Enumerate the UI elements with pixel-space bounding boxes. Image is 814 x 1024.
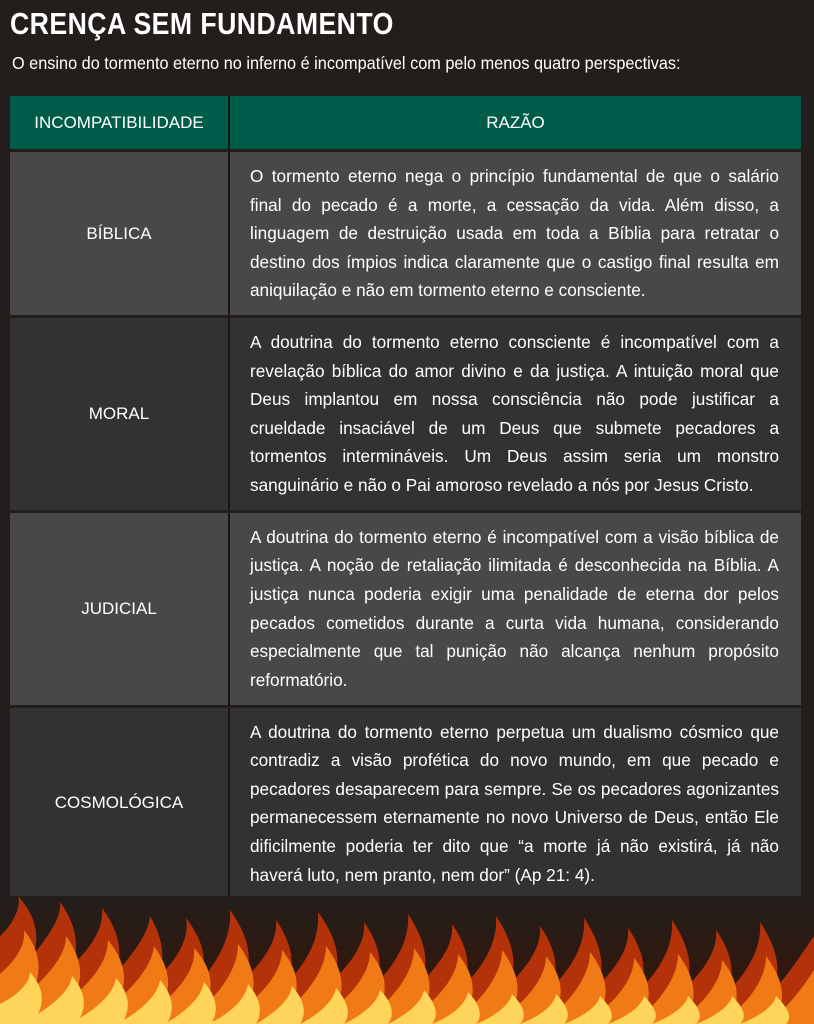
column-header-incompatibility: INCOMPATIBILIDADE [10, 96, 230, 152]
table-row [10, 513, 801, 708]
row-reason: O tormento eterno nega o princípio fundamental de que o salário final do pecado é a morte, a cessação da vida. Além disso, a linguagem de destruição usada em toda a Bíblia para retratar o destino dos ímpios indica claramente que o castigo final resulta em aniquilação e não em tormento eterno e consciente. [230, 152, 801, 318]
page-subtitle: O ensino do tormento eterno no inferno é incompatível com pelo menos quatro perspectivas: [12, 53, 681, 73]
row-category: BÍBLICA [10, 152, 230, 318]
row-category: MORAL [10, 318, 230, 513]
row-reason: A doutrina do tormento eterno perpetua um dualismo cósmico que contradiz a visão profética do novo mundo, em que pecado e pecadores desaparecem para sempre. Se os pecadores agonizantes permanecessem eternamente no novo Universo de Deus, então Ele dificilmente poderia ter dito que “a morte já não existirá, já não haverá luto, nem pranto, nem dor” (Ap 21: 4). [230, 708, 801, 903]
row-reason: A doutrina do tormento eterno consciente é incompatível com a revelação bíblica do amor divino e da justiça. A intuição moral que Deus implantou em nossa consciência não pode justificar a crueldade insaciável de um Deus que submete pecadores a tormentos intermináveis. Um Deus assim seria um monstro sanguinário e não o Pai amoroso revelado a nós por Jesus Cristo. [230, 318, 801, 513]
table-row [10, 318, 801, 513]
table-header-row [10, 96, 801, 152]
column-header-reason: RAZÃO [230, 96, 801, 152]
row-category: JUDICIAL [10, 513, 230, 708]
table-row [10, 708, 801, 903]
row-reason: A doutrina do tormento eterno é incompatível com a visão bíblica de justiça. A noção de retaliação ilimitada é desconhecida na Bíblia. A justiça nunca poderia exigir uma penalidade de eterna dor pelos pecados cometidos durante a curta vida humana, considerando especialmente que tal punição não alcança nenhum propósito reformatório. [230, 513, 801, 708]
row-category: COSMOLÓGICA [10, 708, 230, 903]
page-title: CRENÇA SEM FUNDAMENTO [10, 6, 394, 41]
incompatibility-table [10, 96, 801, 902]
table-row [10, 152, 801, 318]
flames-illustration [0, 896, 814, 1024]
